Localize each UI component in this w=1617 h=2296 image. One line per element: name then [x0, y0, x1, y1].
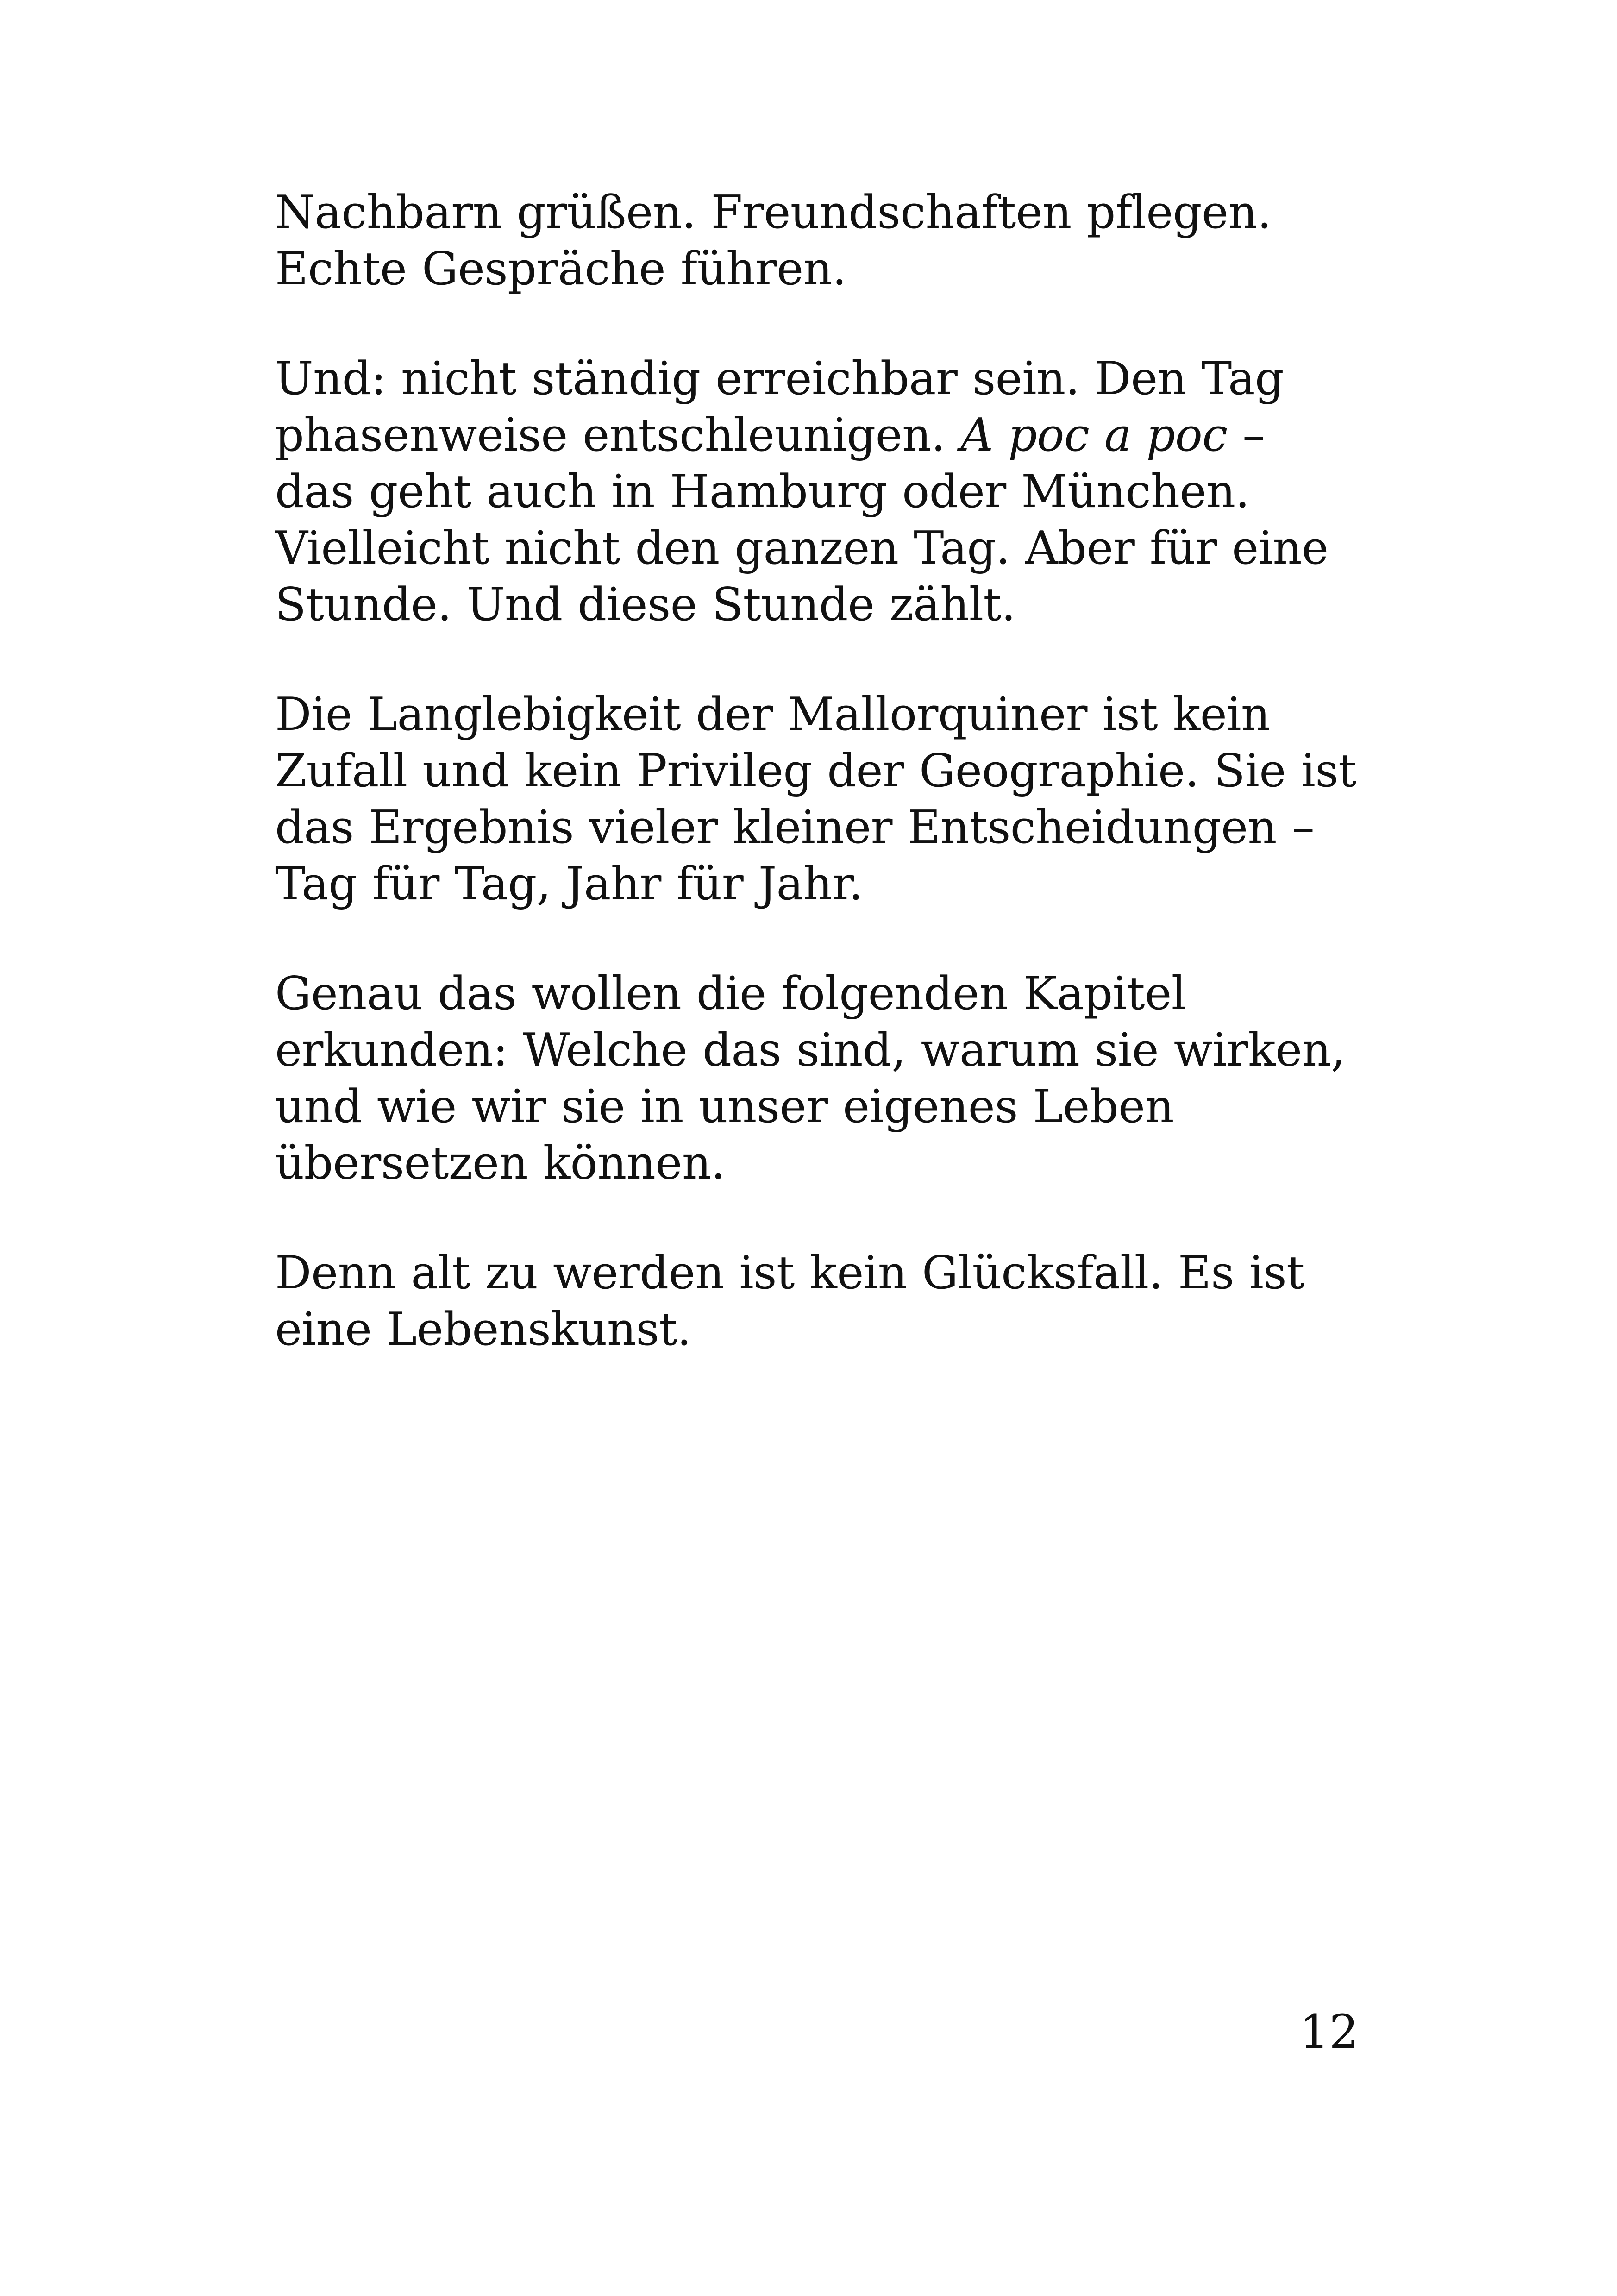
paragraph-3: Die Langlebigkeit der Mallorquiner ist kein Zufall und kein Privileg der Geographie. Sie ist das Ergebnis vieler kleiner Entscheidungen – Tag für Tag, Jahr für Jahr.	[275, 688, 1357, 910]
paragraph-2	[275, 351, 1359, 633]
italic-phrase: A poc a poc	[960, 409, 1228, 462]
paragraph-5: Denn alt zu werden ist kein Glücksfall. Es ist eine Lebenskunst.	[275, 1247, 1305, 1356]
paragraph-4: Genau das wollen die folgenden Kapitel erkunden: Welche das sind, warum sie wirken, und wie wir sie in unser eigenes Leben übersetzen können.	[275, 967, 1345, 1190]
paragraph-1: Nachbarn grüßen. Freundschaften pflegen. Echte Gespräche führen.	[275, 186, 1272, 295]
paragraph-2-text-start: Und: nicht ständig erreichbar sein. Den Tag phasenweise entschleunigen.	[275, 352, 1284, 462]
paragraph-2-text-end: – das geht auch in Hamburg oder München. Vielleicht nicht den ganzen Tag. Aber für eine Stunde. Und diese Stunde zählt.	[275, 409, 1329, 631]
page-number: 12	[1299, 2005, 1359, 2059]
body-text	[275, 184, 1359, 1411]
